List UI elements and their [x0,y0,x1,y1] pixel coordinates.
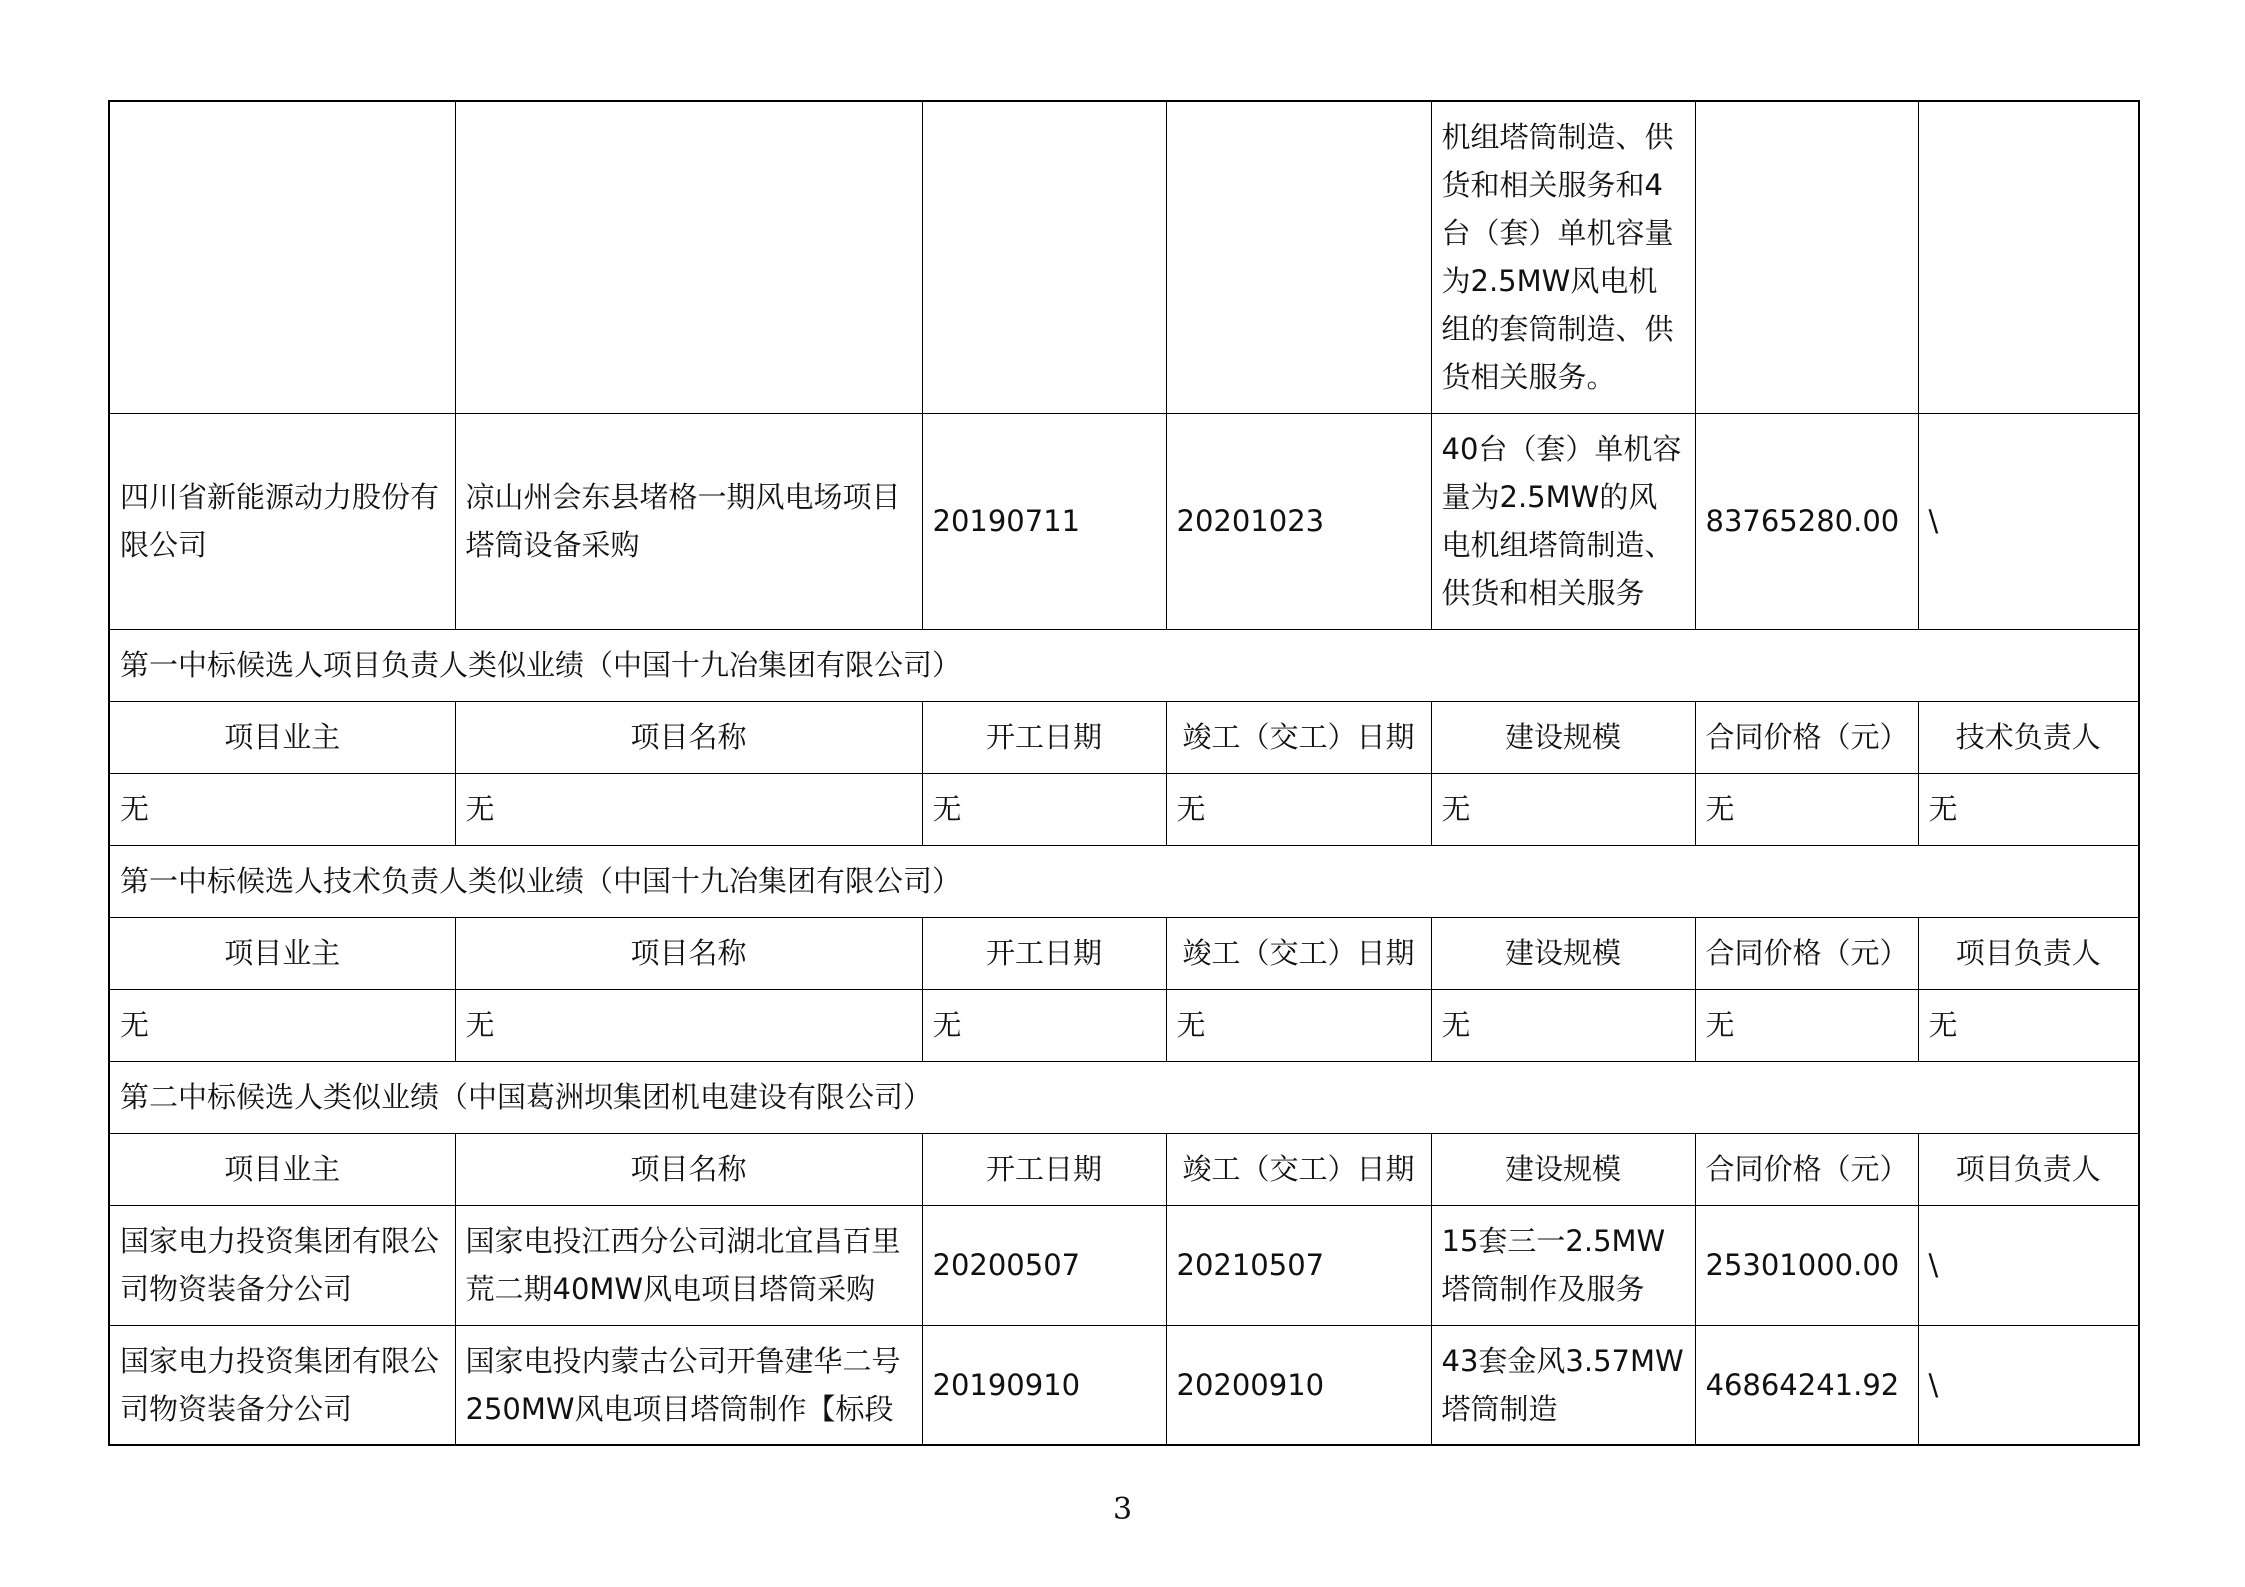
header-end-date: 竣工（交工）日期 [1166,1133,1431,1205]
header-row [109,917,2139,989]
performance-table [108,100,2140,1446]
header-price: 合同价格（元） [1695,917,1918,989]
cell-project-name: 凉山州会东县堵格一期风电场项目塔筒设备采购 [455,413,922,629]
cell-owner [109,101,455,413]
cell-start-date: 20200507 [922,1205,1166,1325]
cell-price [1695,101,1918,413]
header-owner: 项目业主 [109,1133,455,1205]
cell-price: 25301000.00 [1695,1205,1918,1325]
cell-scale: 无 [1431,773,1695,845]
cell-end-date [1166,101,1431,413]
cell-owner: 无 [109,989,455,1061]
cell-scale: 15套三一2.5MW塔筒制作及服务 [1431,1205,1695,1325]
cell-start-date: 无 [922,773,1166,845]
header-project-name: 项目名称 [455,1133,922,1205]
header-end-date: 竣工（交工）日期 [1166,917,1431,989]
cell-price: 83765280.00 [1695,413,1918,629]
cell-owner: 无 [109,773,455,845]
cell-price: 无 [1695,773,1918,845]
table-row [109,989,2139,1061]
cell-end-date: 20201023 [1166,413,1431,629]
cell-end-date: 无 [1166,773,1431,845]
table-row [109,1205,2139,1325]
header-owner: 项目业主 [109,701,455,773]
cell-project-name: 无 [455,773,922,845]
header-owner: 项目业主 [109,917,455,989]
section-title-row [109,1061,2139,1133]
cell-start-date: 20190910 [922,1325,1166,1445]
header-scale: 建设规模 [1431,701,1695,773]
cell-start-date: 无 [922,989,1166,1061]
cell-project-name: 国家电投内蒙古公司开鲁建华二号250MW风电项目塔筒制作【标段 [455,1325,922,1445]
cell-responsible: 无 [1918,773,2139,845]
cell-owner: 国家电力投资集团有限公司物资装备分公司 [109,1325,455,1445]
cell-scale: 40台（套）单机容量为2.5MW的风电机组塔筒制造、供货和相关服务 [1431,413,1695,629]
header-price: 合同价格（元） [1695,701,1918,773]
header-row [109,701,2139,773]
cell-end-date: 20200910 [1166,1325,1431,1445]
header-row [109,1133,2139,1205]
section-title: 第二中标候选人类似业绩（中国葛洲坝集团机电建设有限公司） [109,1061,2139,1133]
cell-start-date [922,101,1166,413]
header-scale: 建设规模 [1431,1133,1695,1205]
cell-scale: 无 [1431,989,1695,1061]
cell-owner: 四川省新能源动力股份有限公司 [109,413,455,629]
header-start-date: 开工日期 [922,701,1166,773]
section-title-row [109,629,2139,701]
table-row [109,413,2139,629]
cell-project-name: 无 [455,989,922,1061]
cell-end-date: 无 [1166,989,1431,1061]
table-row [109,1325,2139,1445]
cell-manager [1918,101,2139,413]
header-responsible: 项目负责人 [1918,917,2139,989]
cell-manager: \ [1918,1325,2139,1445]
section-title-row [109,845,2139,917]
cell-end-date: 20210507 [1166,1205,1431,1325]
header-end-date: 竣工（交工）日期 [1166,701,1431,773]
header-start-date: 开工日期 [922,1133,1166,1205]
cell-scale: 43套金风3.57MW塔筒制造 [1431,1325,1695,1445]
header-start-date: 开工日期 [922,917,1166,989]
cell-owner: 国家电力投资集团有限公司物资装备分公司 [109,1205,455,1325]
cell-scale: 机组塔筒制造、供货和相关服务和4台（套）单机容量为2.5MW风电机组的套筒制造、供货相关服务。 [1431,101,1695,413]
header-price: 合同价格（元） [1695,1133,1918,1205]
cell-project-name: 国家电投江西分公司湖北宜昌百里荒二期40MW风电项目塔筒采购 [455,1205,922,1325]
header-scale: 建设规模 [1431,917,1695,989]
page-number: 3 [1112,1492,1133,1527]
cell-start-date: 20190711 [922,413,1166,629]
cell-price: 46864241.92 [1695,1325,1918,1445]
cell-project-name [455,101,922,413]
cell-price: 无 [1695,989,1918,1061]
section-title: 第一中标候选人技术负责人类似业绩（中国十九冶集团有限公司） [109,845,2139,917]
cell-responsible: 无 [1918,989,2139,1061]
header-responsible: 项目负责人 [1918,1133,2139,1205]
header-project-name: 项目名称 [455,701,922,773]
header-responsible: 技术负责人 [1918,701,2139,773]
header-project-name: 项目名称 [455,917,922,989]
cell-manager: \ [1918,1205,2139,1325]
cell-manager: \ [1918,413,2139,629]
section-title: 第一中标候选人项目负责人类似业绩（中国十九冶集团有限公司） [109,629,2139,701]
table-row-continued [109,101,2139,413]
table-row [109,773,2139,845]
